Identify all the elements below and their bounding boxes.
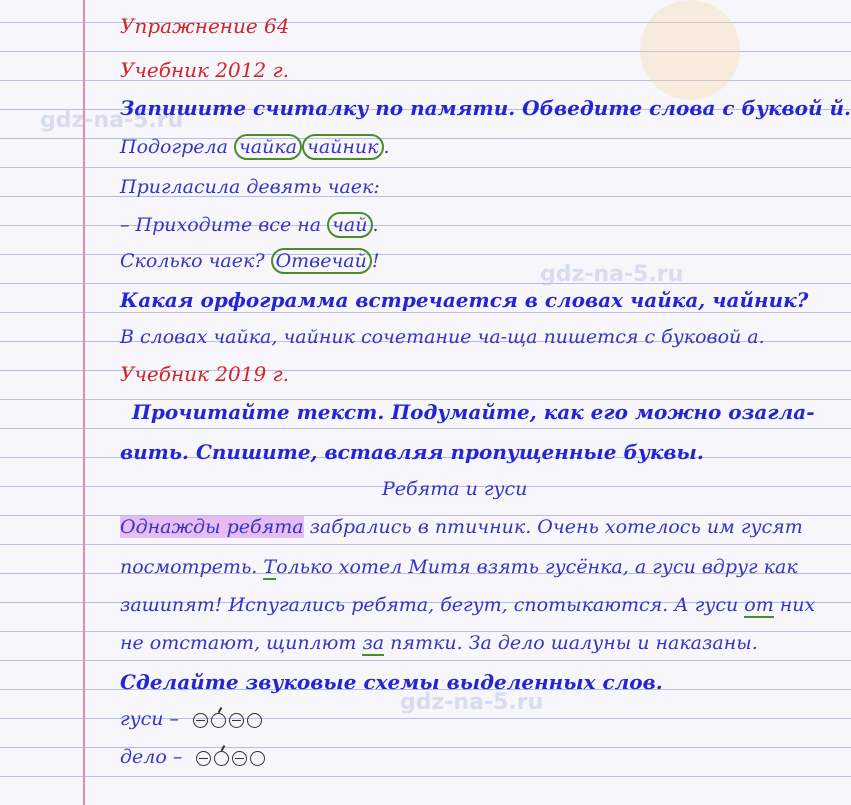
consonant-circle-icon (232, 751, 247, 766)
circled-word: Отвечай (271, 248, 372, 274)
text: – Приходите все на (120, 214, 328, 236)
stressed-vowel-circle-icon (214, 751, 229, 766)
text: забрались в птичник. Очень хотелось им гусят (303, 516, 803, 538)
rhyme-line-2: Пригласила девять чаек: (120, 176, 380, 198)
circled-word: чайник (302, 134, 383, 160)
story-line-4 (120, 632, 758, 654)
watermark: gdz-na-5.ru (40, 108, 184, 133)
answer-2: В словах чайка, чайник сочетание ча-ща пишется с буковой а. (120, 326, 765, 348)
story-title: Ребята и гуси (382, 478, 528, 500)
watermark: gdz-na-5.ru (540, 262, 684, 287)
story-line-1 (120, 516, 803, 538)
vowel-circle-icon (250, 751, 265, 766)
text: . (372, 214, 379, 236)
task-3-line-2: вить. Спишите, вставляя пропущенные буквы. (120, 440, 704, 464)
sound-scheme-1 (120, 708, 262, 730)
consonant-circle-icon (229, 713, 244, 728)
sound-scheme-2 (120, 746, 265, 768)
story-line-2 (120, 556, 798, 578)
circled-word: чайка (234, 134, 302, 160)
vowel-circle-icon (247, 713, 262, 728)
rhyme-line-4 (120, 250, 379, 272)
task-4: Сделайте звуковые схемы выделенных слов. (120, 670, 663, 694)
rhyme-line-3 (120, 214, 379, 236)
text: не отстают, щиплют (120, 632, 363, 654)
task-1: Запишите считалку по памяти. Обведите слова с буквой й. (120, 96, 851, 120)
watermark: gdz-na-5.ru (400, 690, 544, 715)
text: олько хотел Митя взять гусёнка, а гуси вдруг как (276, 556, 798, 578)
text: посмотреть. (120, 556, 264, 578)
consonant-circle-icon (196, 751, 211, 766)
underlined-letters: за (362, 632, 385, 654)
task-3-line-1: Прочитайте текст. Подумайте, как его можно озагла- (132, 400, 815, 424)
scheme-word: дело – (120, 746, 183, 768)
sound-scheme-symbols (196, 751, 265, 766)
consonant-circle-icon (193, 713, 208, 728)
text: Сколько чаек? (120, 250, 271, 272)
text: зашипят! Испугались ребята, бегут, спотыкаются. А гуси (120, 594, 745, 616)
sound-scheme-symbols (193, 713, 262, 728)
highlighted-words: Однажды ребята (120, 516, 304, 538)
logo-icon (640, 0, 740, 100)
text: них (773, 594, 816, 616)
circled-word: чай (327, 212, 372, 238)
stressed-vowel-circle-icon (211, 713, 226, 728)
task-2: Какая орфограмма встречается в словах чайка, чайник? (120, 288, 809, 312)
textbook-2012-heading: Учебник 2012 г. (120, 58, 290, 82)
textbook-2019-heading: Учебник 2019 г. (120, 362, 290, 386)
text: пятки. За дело шалуны и наказаны. (384, 632, 758, 654)
text: . (383, 136, 390, 158)
text: Подогрела (120, 136, 234, 158)
text: ! (371, 250, 380, 272)
scheme-word: гуси – (120, 708, 180, 730)
story-line-3 (120, 594, 815, 616)
underlined-letter: Т (263, 556, 277, 578)
exercise-title: Упражнение 64 (120, 14, 290, 38)
underlined-letters: от (744, 594, 774, 616)
rhyme-line-1 (120, 136, 390, 158)
